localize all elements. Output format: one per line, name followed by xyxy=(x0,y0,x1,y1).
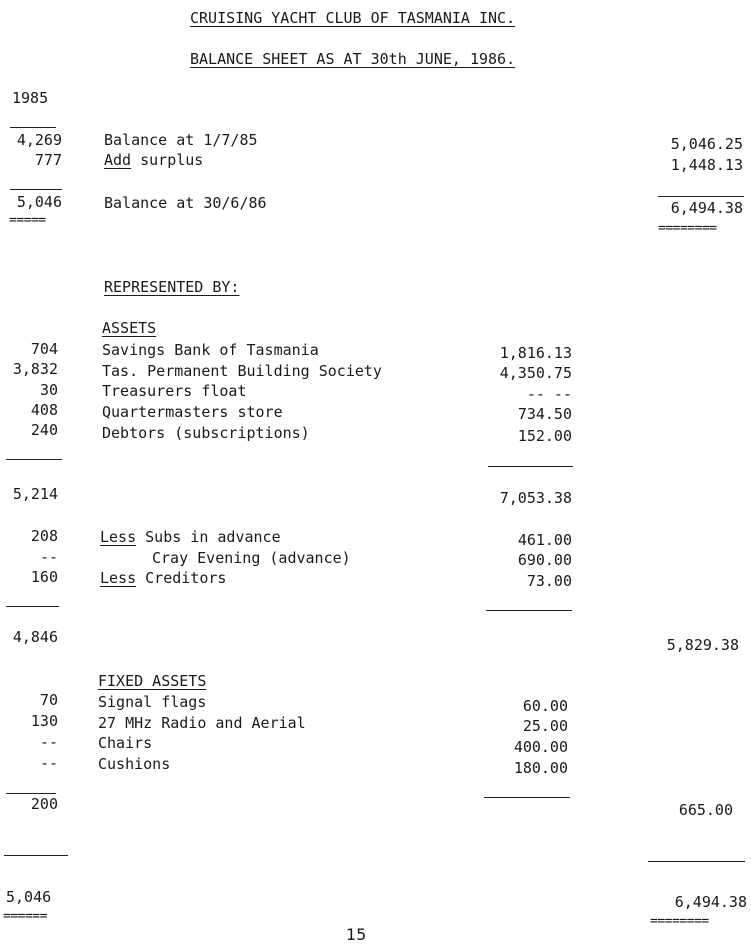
represented-by-heading: REPRESENTED BY: xyxy=(104,278,240,296)
rule xyxy=(648,861,745,862)
creditors-label xyxy=(100,569,226,587)
closing-balance-label: Balance at 30/6/86 xyxy=(104,194,267,212)
prior-closing-balance: 5,046 xyxy=(16,193,62,211)
prior-radio-aerial: 130 xyxy=(30,712,58,730)
less-word: Less xyxy=(100,569,137,587)
double-rule: ====== xyxy=(3,909,47,924)
prior-surplus: 777 xyxy=(34,151,62,169)
opening-balance-label: Balance at 1/7/85 xyxy=(104,131,258,149)
surplus-label xyxy=(104,151,203,169)
quartermasters-amount: 734.50 xyxy=(517,405,572,423)
prior-treasurers-float: 30 xyxy=(39,381,58,399)
prior-building-society: 3,832 xyxy=(12,360,58,378)
subs-in-advance-amount: 461.00 xyxy=(517,531,572,549)
cushions-label: Cushions xyxy=(98,755,171,773)
subs-in-advance-label xyxy=(100,528,281,546)
prior-fixed-assets-total: 200 xyxy=(30,795,58,813)
prior-assets-subtotal: 5,214 xyxy=(12,485,58,503)
rule xyxy=(6,459,62,460)
rule xyxy=(10,127,56,128)
prior-subs-in-advance: 208 xyxy=(30,527,58,545)
building-society-amount: 4,350.75 xyxy=(499,364,572,382)
chairs-label: Chairs xyxy=(98,734,153,752)
opening-balance-amount: 5,046.25 xyxy=(670,135,743,153)
cray-evening-label: Cray Evening (advance) xyxy=(152,549,351,567)
closing-balance-amount: 6,494.38 xyxy=(670,199,743,217)
debtors-amount: 152.00 xyxy=(517,427,572,445)
prior-creditors: 160 xyxy=(30,568,58,586)
quartermasters-label: Quartermasters store xyxy=(102,403,283,421)
prior-quartermasters: 408 xyxy=(30,401,58,419)
fixed-assets-total-amount: 665.00 xyxy=(678,801,733,819)
building-society-label: Tas. Permanent Building Society xyxy=(102,362,382,380)
cushions-amount: 180.00 xyxy=(513,759,568,777)
rule xyxy=(486,610,572,611)
rule xyxy=(6,793,56,794)
fixed-assets-heading: FIXED ASSETS xyxy=(98,672,207,690)
rule xyxy=(10,189,62,190)
prior-net-current-assets: 4,846 xyxy=(12,628,58,646)
savings-bank-amount: 1,816.13 xyxy=(499,344,572,362)
prior-savings-bank: 704 xyxy=(30,340,58,358)
radio-aerial-label: 27 MHz Radio and Aerial xyxy=(98,714,306,732)
radio-aerial-amount: 25.00 xyxy=(522,717,568,735)
less-word: Less xyxy=(100,528,137,546)
page-number: 15 xyxy=(346,925,367,944)
assets-subtotal-amount: 7,053.38 xyxy=(499,489,572,507)
prior-grand-total: 5,046 xyxy=(6,888,52,906)
double-rule: ======== xyxy=(658,221,717,236)
subs-in-advance-text: Subs in advance xyxy=(136,528,281,546)
prior-signal-flags: 70 xyxy=(39,691,58,709)
net-current-assets-amount: 5,829.38 xyxy=(666,636,739,654)
rule xyxy=(4,855,68,856)
rule xyxy=(6,606,59,607)
prior-debtors: 240 xyxy=(30,421,58,439)
report-title: CRUISING YACHT CLUB OF TASMANIA INC. xyxy=(190,9,516,27)
rule xyxy=(658,196,744,197)
creditors-amount: 73.00 xyxy=(526,572,572,590)
savings-bank-label: Savings Bank of Tasmania xyxy=(102,341,319,359)
surplus-amount: 1,448.13 xyxy=(670,156,743,174)
cray-evening-amount: 690.00 xyxy=(517,551,572,569)
prior-chairs: -- xyxy=(39,733,58,751)
creditors-text: Creditors xyxy=(136,569,227,587)
prior-opening-balance: 4,269 xyxy=(16,131,62,149)
report-subtitle: BALANCE SHEET AS AT 30th JUNE, 1986. xyxy=(190,50,516,68)
signal-flags-amount: 60.00 xyxy=(522,697,568,715)
surplus-text: surplus xyxy=(131,151,204,169)
grand-total-amount: 6,494.38 xyxy=(674,893,747,911)
treasurers-float-amount: -- -- xyxy=(526,385,572,403)
debtors-label: Debtors (subscriptions) xyxy=(102,424,310,442)
rule xyxy=(484,797,570,798)
double-rule: ===== xyxy=(9,213,46,228)
signal-flags-label: Signal flags xyxy=(98,693,207,711)
assets-heading: ASSETS xyxy=(102,319,157,337)
double-rule: ======== xyxy=(650,914,709,929)
treasurers-float-label: Treasurers float xyxy=(102,382,247,400)
prior-cray-evening: -- xyxy=(39,548,58,566)
add-word: Add xyxy=(104,151,132,169)
chairs-amount: 400.00 xyxy=(513,738,568,756)
prior-cushions: -- xyxy=(39,754,58,772)
rule xyxy=(488,466,573,467)
prior-year-label: 1985 xyxy=(12,89,49,107)
